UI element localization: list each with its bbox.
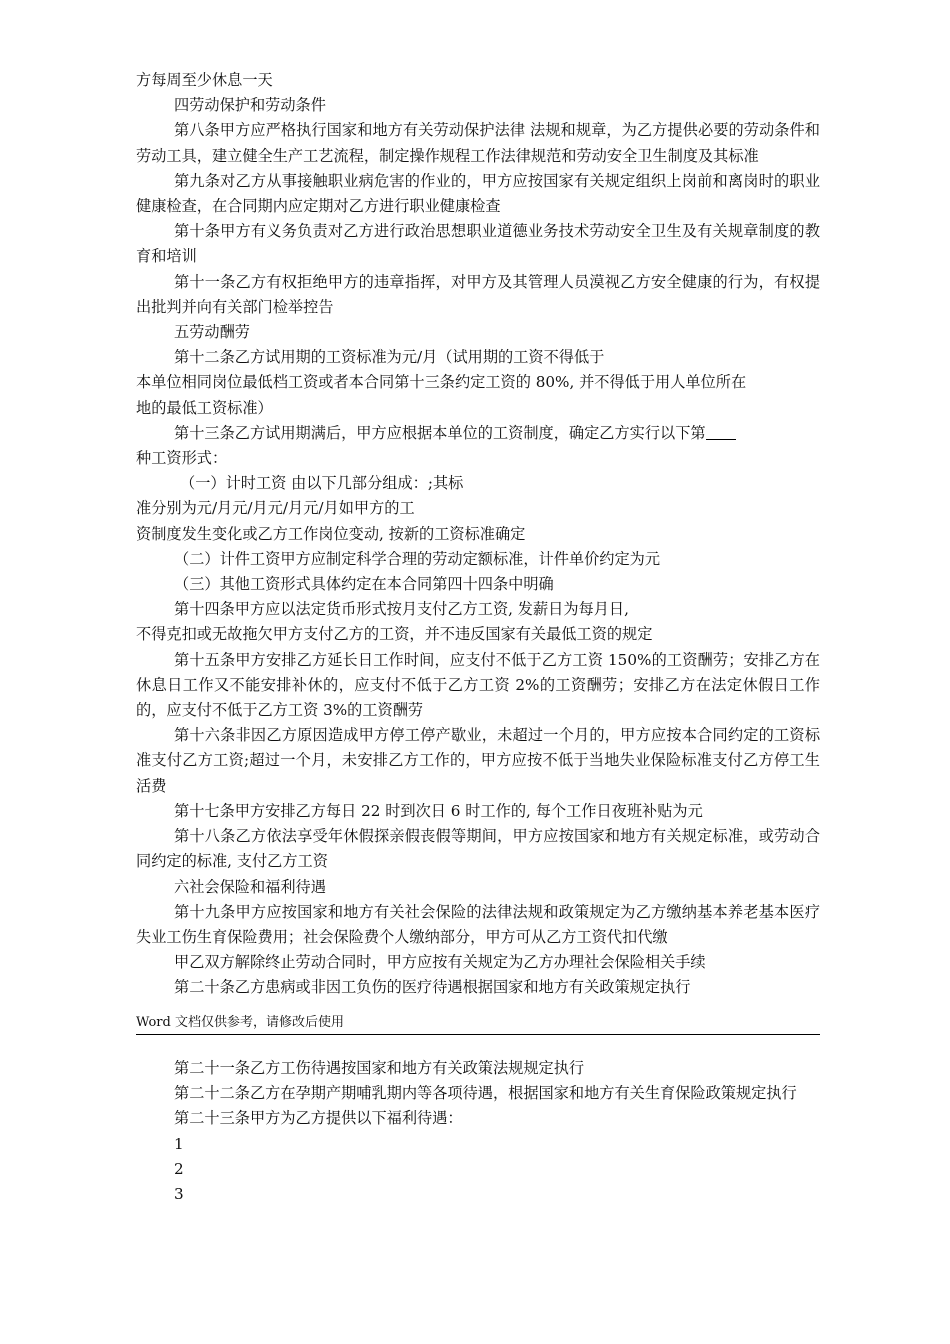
paragraph <box>136 1081 820 1106</box>
paragraph-text: 第二十二条乙方在孕期产期哺乳期内等各项待遇，根据国家和地方有关生育保险政策规定执行 <box>174 1084 797 1103</box>
paragraph-text: 第十四条甲方应以法定货币形式按月支付乙方工资, 发薪日为每月日, <box>174 600 629 619</box>
paragraph <box>136 446 820 471</box>
paragraph-text: （三）其他工资形式具体约定在本合同第四十四条中明确 <box>174 575 554 594</box>
paragraph <box>136 219 820 269</box>
paragraph <box>136 975 820 1000</box>
paragraph <box>136 345 820 370</box>
paragraph <box>136 950 820 975</box>
paragraph-text: 1 <box>174 1134 184 1153</box>
document-page-1 <box>136 68 820 1001</box>
paragraph-text: 第二十条乙方患病或非因工负伤的医疗待遇根据国家和地方有关政策规定执行 <box>174 978 691 997</box>
document-page-2 <box>136 1056 820 1207</box>
page-footer <box>136 1013 820 1035</box>
paragraph-text: 第十条甲方有义务负责对乙方进行政治思想职业道德业务技术劳动安全卫生及有关规章制度的教育和培训 <box>136 222 820 266</box>
fill-in-blank <box>706 425 736 440</box>
paragraph <box>136 622 820 647</box>
paragraph <box>136 396 820 421</box>
paragraph-text: 第八条甲方应严格执行国家和地方有关劳动保护法律 法规和规章，为乙方提供必要的劳动条件和劳动工具，建立健全生产工艺流程，制定操作规程工作法律规范和劳动安全卫生制度及其标准 <box>136 121 820 165</box>
paragraph-text: 第十九条甲方应按国家和地方有关社会保险的法律法规和政策规定为乙方缴纳基本养老基本医疗失业工伤生育保险费用；社会保险费个人缴纳部分，甲方可从乙方工资代扣代缴 <box>136 902 820 946</box>
paragraph <box>136 320 820 345</box>
paragraph-text: 第九条对乙方从事接触职业病危害的作业的，甲方应按国家有关规定组织上岗前和离岗时的职业健康检查，在合同期内应定期对乙方进行职业健康检查 <box>136 171 820 216</box>
paragraph-text: 第十七条甲方安排乙方每日 22 时到次日 6 时工作的, 每个工作日夜班补贴为元 <box>174 801 703 820</box>
paragraph <box>136 169 820 219</box>
paragraph <box>136 547 820 572</box>
paragraph <box>136 824 820 874</box>
paragraph <box>136 1157 820 1182</box>
paragraph <box>136 471 820 496</box>
paragraph <box>136 723 820 799</box>
paragraph-text: 第二十一条乙方工伤待遇按国家和地方有关政策法规规定执行 <box>174 1059 585 1077</box>
paragraph <box>136 522 820 547</box>
paragraph-text: （一）计时工资 由以下几部分组成：;其标 <box>180 474 464 493</box>
paragraph <box>136 1182 820 1207</box>
paragraph-text: 五劳动酬劳 <box>174 323 250 342</box>
paragraph-text: 第十三条乙方试用期满后，甲方应根据本单位的工资制度，确定乙方实行以下第 <box>174 423 706 442</box>
paragraph-text: 第十八条乙方依法享受年休假探亲假丧假等期间，甲方应按国家和地方有关规定标准，或劳动合同约定的标准, 支付乙方工资 <box>136 827 820 871</box>
paragraph-text: 第二十三条甲方为乙方提供以下福利待遇： <box>174 1109 463 1128</box>
footer-note: Word 文档仅供参考，请修改后使用 <box>136 1015 344 1030</box>
paragraph <box>136 421 820 446</box>
paragraph <box>136 572 820 597</box>
paragraph-text: 资制度发生变化或乙方工作岗位变动, 按新的工资标准确定 <box>136 524 526 543</box>
paragraph <box>136 93 820 118</box>
paragraph-text: 不得克扣或无故拖欠甲方支付乙方的工资，并不违反国家有关最低工资的规定 <box>136 625 653 644</box>
paragraph-text: 2 <box>174 1159 184 1178</box>
paragraph-text: 第十二条乙方试用期的工资标准为元/月（试用期的工资不得低于 <box>174 348 605 367</box>
paragraph <box>136 648 820 724</box>
paragraph-text: 第十五条甲方安排乙方延长日工作时间，应支付不低于乙方工资 150%的工资酬劳；安排乙方在休息日工作又不能安排补休的，应支付不低于乙方工资 2%的工资酬劳；安排乙方在法定休假日工作的，应支付不低于乙方工资 3%的工资酬劳 <box>136 650 820 720</box>
paragraph-text: 种工资形式： <box>136 449 228 468</box>
paragraph <box>136 496 820 521</box>
paragraph-text: 甲乙双方解除终止劳动合同时，甲方应按有关规定为乙方办理社会保险相关手续 <box>174 953 706 972</box>
paragraph-text: 四劳动保护和劳动条件 <box>174 96 326 115</box>
paragraph-text: （二）计件工资甲方应制定科学合理的劳动定额标准，计件单价约定为元 <box>174 549 660 568</box>
paragraph-text: 地的最低工资标准） <box>136 398 273 417</box>
paragraph <box>136 875 820 900</box>
paragraph <box>136 799 820 824</box>
paragraph <box>136 1132 820 1157</box>
paragraph-text: 六社会保险和福利待遇 <box>174 877 326 896</box>
paragraph-text: 第十一条乙方有权拒绝甲方的违章指挥，对甲方及其管理人员漠视乙方安全健康的行为，有权提出批判并向有关部门检举控告 <box>136 272 820 316</box>
paragraph <box>136 370 820 395</box>
paragraph-text: 第十六条非因乙方原因造成甲方停工停产歇业，未超过一个月的，甲方应按本合同约定的工资标准支付乙方工资;超过一个月，未安排乙方工作的，甲方应按不低于当地失业保险标准支付乙方停工生活费 <box>136 726 820 795</box>
paragraph-text: 3 <box>174 1185 184 1204</box>
paragraph <box>136 900 820 950</box>
paragraph <box>136 1106 820 1131</box>
paragraph-text: 准分别为元/月元/月元/月元/月如甲方的工 <box>136 499 415 518</box>
paragraph <box>136 1056 820 1081</box>
paragraph <box>136 597 820 622</box>
paragraph-text: 方每周至少休息一天 <box>136 71 273 89</box>
paragraph-text: 本单位相同岗位最低档工资或者本合同第十三条约定工资的 80%, 并不得低于用人单位所在 <box>136 373 747 392</box>
paragraph <box>136 270 820 320</box>
paragraph <box>136 68 820 93</box>
paragraph <box>136 118 820 168</box>
footer-divider <box>136 1034 820 1035</box>
